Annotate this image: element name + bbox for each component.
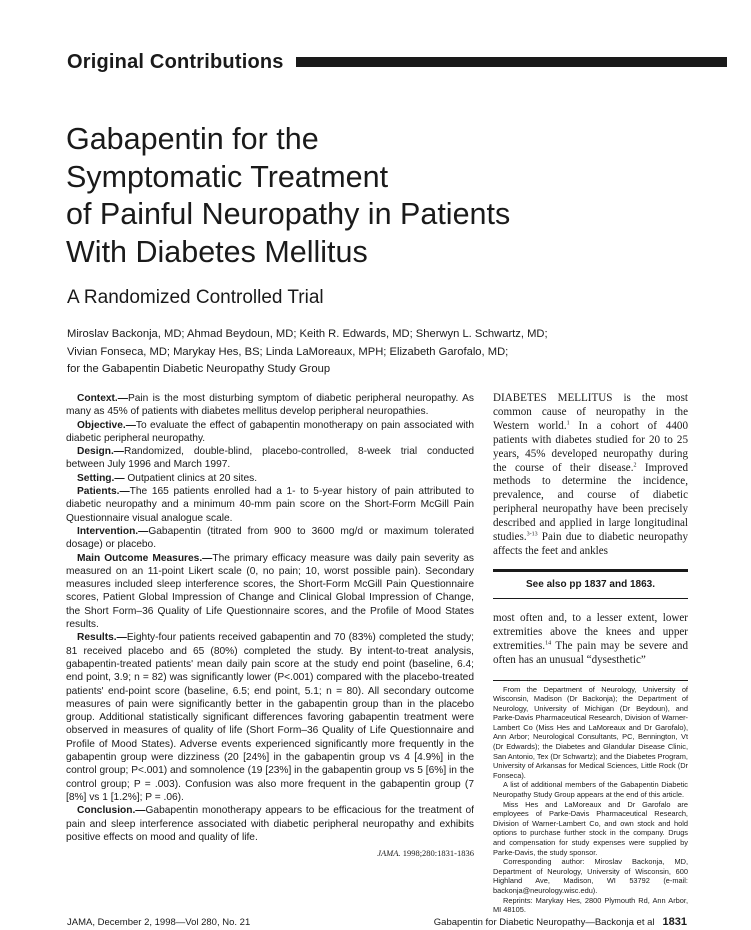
title-line: Symptomatic Treatment	[66, 159, 389, 194]
affiliation-paragraph: From the Department of Neurology, University of Wisconsin, Madison (Dr Backonja); the Department of Neurology, University of Michigan (Dr Beydoun), and Parke-Davis Pharmaceutical Research, Division of Warner-Lambert Co (Miss Hes and LaMoreaux and Dr Garofalo), Ann Arbor; Neurological Consultants, PC, Bennington, Vt (Dr Edwards); the Diabetes and Glandular Disease Clinic, San Antonio, Tex (Dr Schwartz); and the Diabetes Program, University of Arkansas for Medical Sciences, Little Rock (Dr Fonseca).	[493, 684, 688, 780]
abstract-heading: Objective.—	[77, 419, 136, 431]
abstract-setting	[66, 472, 474, 485]
abstract-measures	[66, 552, 474, 632]
affiliation-paragraph: Corresponding author: Miroslav Backonja, MD, Department of Neurology, University of Wisconsin, 600 Highland Ave, Madison, WI 53792 (e-mail: backonja@neurology.wisc.edu).	[493, 857, 688, 895]
article-subtitle: A Randomized Controlled Trial	[67, 287, 324, 308]
abstract-text: The 165 patients enrolled had a 1- to 5-year history of pain attributed to diabetic neuropathy and a minimum 40-mm pain score on the Short-Form McGill Pain Questionnaire visual analogue scale.	[66, 486, 474, 524]
author-line: Miroslav Backonja, MD; Ahmad Beydoun, MD; Keith R. Edwards, MD; Sherwyn L. Schwartz, MD;	[67, 328, 548, 340]
reference-mark: 3-13	[526, 531, 538, 538]
abstract-text: Gabapentin (titrated from 900 to 3600 mg/d or maximum tolerated dosage) or placebo.	[66, 525, 474, 551]
abstract-heading: Context.—	[77, 393, 128, 404]
author-line: for the Gabapentin Diabetic Neuropathy Study Group	[67, 363, 331, 375]
body-text-run: most often and, to a lesser extent, lower extremities above the knees and upper extremities.	[493, 611, 688, 652]
footer-journal: JAMA, December 2, 1998—Vol 280, No. 21	[67, 917, 251, 928]
page-number: 1831	[662, 916, 687, 928]
abstract-design	[66, 445, 474, 472]
abstract-context	[66, 392, 474, 419]
body-text-run: In a cohort of 4400 patients with diabetes studied for 20 to 25 years, 45% developed neuropathy during the course of their disease.	[493, 419, 688, 474]
affiliations-note	[493, 680, 688, 915]
section-header	[67, 50, 727, 74]
abstract-intervention	[66, 525, 474, 552]
abstract	[66, 392, 474, 860]
abstract-text: Outpatient clinics at 20 sites.	[124, 472, 258, 484]
footer-title: Gabapentin for Diabetic Neuropathy—Backonja et al	[433, 917, 655, 928]
section-rule	[296, 57, 727, 67]
abstract-text: The primary efficacy measure was daily pain severity as measured on an 11-point Likert scale (0, no pain; 10, worst possible pain). Secondary measures included sleep interference scores, the Short-Form McGill Pain Questionnaire scores, Patient Global Impression of Change and Clinical Global Impression of Change, the Short Form–36 Quality of Life Questionnaire scores, and the Profile of Mood States results.	[66, 552, 474, 631]
title-line: With Diabetes Mellitus	[66, 234, 368, 269]
abstract-heading: Design.—	[77, 446, 124, 458]
abstract-text: Pain is the most disturbing symptom of diabetic peripheral neuropathy. As many as 45% of patients with diabetes mellitus develop peripheral neuropathies.	[66, 393, 474, 418]
title-line: of Painful Neuropathy in Patients	[66, 197, 511, 231]
reference-mark: 1	[566, 420, 570, 427]
article-title	[66, 121, 686, 271]
abstract-objective	[66, 419, 474, 446]
affiliation-paragraph: Miss Hes and LaMoreaux and Dr Garofalo are employees of Parke-Davis Pharmaceutical Research, Division of Warner-Lambert Co, and own stock and hold options to purchase further stock in the company. Drugs and compensation for study expenses were supplied by Parke-Davis, the study sponsor.	[493, 799, 688, 857]
see-also-box: See also pp 1837 and 1863.	[493, 569, 688, 599]
affiliation-paragraph: Reprints: Marykay Hes, 2800 Plymouth Rd, Ann Arbor, MI 48105.	[493, 895, 688, 915]
citation-journal: JAMA.	[377, 848, 401, 859]
abstract-text: To evaluate the effect of gabapentin monotherapy on pain associated with diabetic peripheral neuropathy.	[66, 419, 474, 444]
body-paragraph	[493, 392, 688, 559]
affiliation-paragraph: A list of additional members of the Gabapentin Diabetic Neuropathy Study Group appears at the end of this article.	[493, 780, 688, 800]
abstract-text: Eighty-four patients received gabapentin and 70 (83%) completed the study; 81 received placebo and 65 (80%) completed the study. By intent-to-treat analysis, gabapentin-treated patients' mean daily pain score at the study end point (baseline, 6.4; end point, 3.9; n = 82) was significantly lower (P<.001) compared with the placebo-treated patients' end-point score (baseline, 6.5; end point, 5.1; n = 80). All secondary outcome measures of pain were significantly better in the gabapentin group than in the placebo group. Additional statistically significant differences favoring gabapentin treatment were observed in measures of quality of life (Short Form–36 Quality of Life Questionnaire and Profile of Mood States). Adverse events experienced significantly more frequently in the gabapentin group were dizziness (20 [24%] in the gabapentin group vs 4 [4.9%] in the control group; P<.001) and somnolence (19 [23%] in the gabapentin group vs 5 [6%] in the control group; P = .003). Confusion was also more frequent in the gabapentin group (7 [8%] vs 1 [1.2%]; P = .06).	[66, 632, 474, 803]
footer-running-head	[434, 916, 687, 928]
citation-detail: 1998;280:1831-1836	[400, 848, 474, 859]
body-text-run: Pain due to diabetic neuropathy affects the feet and ankles	[493, 531, 688, 557]
abstract-heading: Conclusion.—	[77, 805, 146, 817]
citation	[66, 847, 474, 860]
title-line: Gabapentin for the	[66, 122, 319, 156]
section-label: Original Contributions	[67, 50, 284, 73]
body-paragraph	[493, 612, 688, 668]
body-column	[493, 392, 688, 915]
abstract-heading: Results.—	[77, 632, 127, 644]
abstract-results	[66, 631, 474, 804]
author-line: Vivian Fonseca, MD; Marykay Hes, BS; Linda LaMoreaux, MPH; Elizabeth Garofalo, MD;	[67, 345, 509, 358]
abstract-text: Gabapentin monotherapy appears to be efficacious for the treatment of pain and sleep interference associated with diabetic peripheral neuropathy and exhibits positive effects on mood and quality of life.	[66, 805, 474, 843]
body-text-run: Improved methods to determine the incidence, prevalence, and course of diabetic peripheral neuropathy have been precisely described and applied in large longitudinal studies.	[493, 461, 688, 544]
reference-mark: 14	[545, 640, 552, 646]
body-text-run: The pain may be severe and often has an unusual “dysesthetic”	[493, 639, 688, 666]
author-list	[67, 326, 687, 379]
abstract-heading: Setting.—	[77, 472, 125, 484]
abstract-conclusion	[66, 804, 474, 844]
abstract-heading: Patients.—	[77, 486, 130, 498]
reference-mark: 2	[633, 461, 637, 468]
abstract-heading: Main Outcome Measures.—	[77, 552, 213, 564]
body-text-run: DIABETES MELLITUS is the most common cause of neuropathy in the Western world.	[493, 392, 688, 432]
abstract-patients	[66, 485, 474, 525]
abstract-text: Randomized, double-blind, placebo-controlled, 8-week trial conducted between July 1996 and March 1997.	[66, 446, 474, 471]
abstract-heading: Intervention.—	[77, 525, 149, 537]
